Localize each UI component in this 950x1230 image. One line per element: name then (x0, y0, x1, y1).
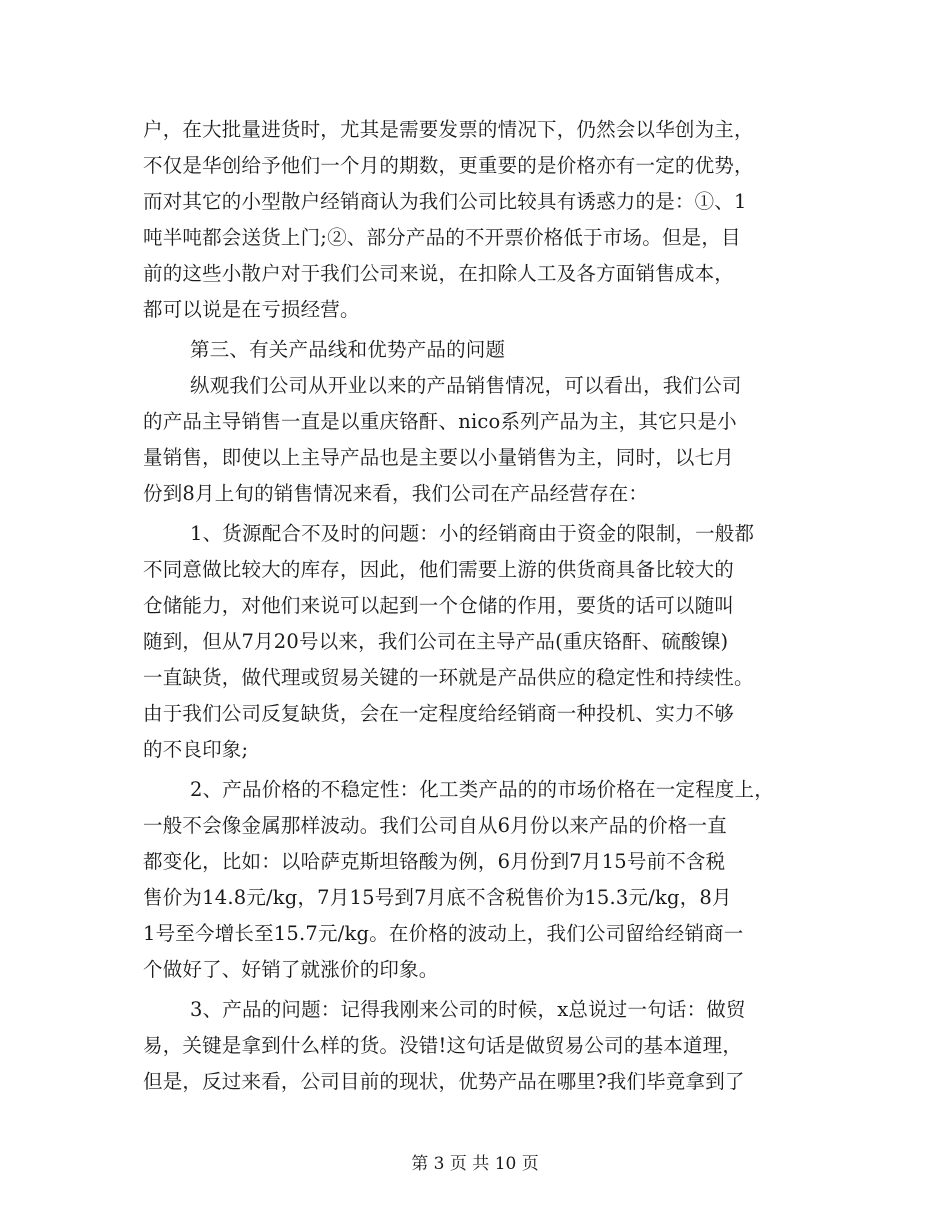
text-line: 而对其它的小型散户经销商认为我们公司比较具有诱惑力的是：①、1 (143, 190, 747, 213)
text-line: 前的这些小散户对于我们公司来说，在扣除人工及各方面销售成本， (143, 262, 735, 285)
text-line: 的产品主导销售一直是以重庆铬酐、nico系列产品为主，其它只是小 (143, 410, 737, 433)
page-footer: 第 3 页 共 10 页 (411, 1154, 539, 1174)
text-line: 不仅是华创给予他们一个月的期数，更重要的是价格亦有一定的优势， (143, 154, 754, 177)
text-line: 易，关键是拿到什么样的货。没错!这句话是做贸易公司的基本道理， (143, 1034, 743, 1057)
text-line: 一直缺货，做代理或贸易关键的一环就是产品供应的稳定性和持续性。 (143, 666, 754, 689)
text-line: 吨半吨都会送货上门;②、部分产品的不开票价格低于市场。但是，目 (143, 226, 741, 249)
text-line: 纵观我们公司从开业以来的产品销售情况，可以看出，我们公司 (190, 374, 742, 397)
text-line: 1号至今增长至15.7元/kg。在价格的波动上，我们公司留给经销商一 (143, 922, 744, 945)
text-line: 随到，但从7月20号以来，我们公司在主导产品(重庆铬酐、硫酸镍) (143, 630, 729, 653)
text-line: 的不良印象; (143, 738, 249, 761)
text-line: 量销售，即使以上主导产品也是主要以小量销售为主，同时，以七月 (143, 446, 735, 469)
text-line: 1、货源配合不及时的问题：小的经销商由于资金的限制，一般都 (190, 522, 755, 545)
text-line: 份到8月上旬的销售情况来看，我们公司在产品经营存在： (143, 482, 649, 505)
text-line: 仓储能力，对他们来说可以起到一个仓储的作用，要货的话可以随叫 (143, 594, 735, 617)
text-line: 2、产品价格的不稳定性：化工类产品的的市场价格在一定程度上， (190, 778, 774, 801)
text-line: 个做好了、好销了就涨价的印象。 (143, 958, 439, 981)
text-line: 不同意做比较大的库存，因此，他们需要上游的供货商具备比较大的 (143, 558, 735, 581)
text-line: 由于我们公司反复缺货，会在一定程度给经销商一种投机、实力不够 (143, 702, 735, 725)
text-line: 一般不会像金属那样波动。我们公司自从6月份以来产品的价格一直 (143, 814, 727, 837)
text-line: 户，在大批量进货时，尤其是需要发票的情况下，仍然会以华创为主， (143, 118, 754, 141)
text-line: 都可以说是在亏损经营。 (143, 298, 360, 321)
text-line: 售价为14.8元/kg，7月15号到7月底不含税售价为15.3元/kg，8月 (143, 886, 732, 909)
text-line: 但是，反过来看，公司目前的现状，优势产品在哪里?我们毕竟拿到了 (143, 1070, 745, 1093)
text-line: 3、产品的问题：记得我刚来公司的时候，x总说过一句话：做贸 (190, 998, 746, 1021)
section-heading: 第三、有关产品线和优势产品的问题 (190, 338, 506, 361)
text-line: 都变化，比如：以哈萨克斯坦铬酸为例，6月份到7月15号前不含税 (143, 850, 726, 873)
